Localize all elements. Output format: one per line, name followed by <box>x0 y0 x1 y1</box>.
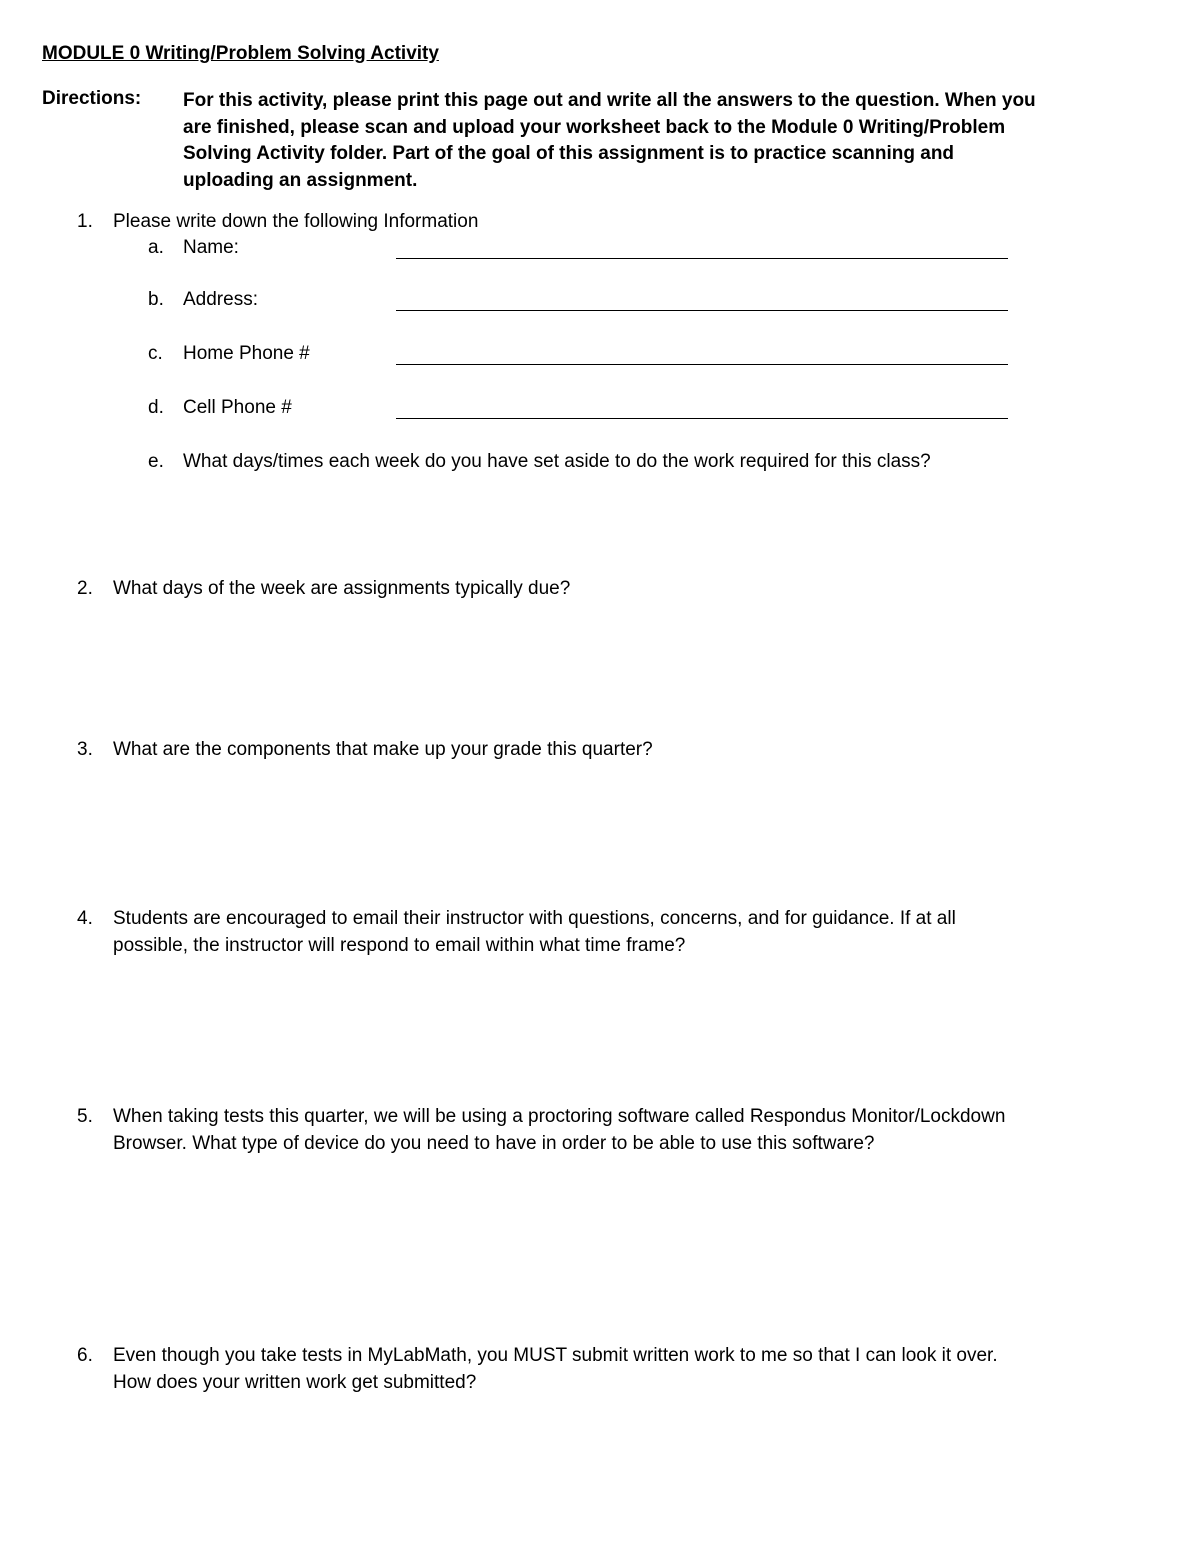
question-line: possible, the instructor will respond to email within what time frame? <box>113 935 686 956</box>
question-line: Students are encouraged to email their instructor with questions, concerns, and for guidance. If at all <box>113 908 956 929</box>
question-text <box>113 1342 1173 1396</box>
subitem-letter: d. <box>148 397 164 418</box>
directions-line: are finished, please scan and upload your worksheet back to the Module 0 Writing/Problem <box>183 116 1006 138</box>
question-text <box>113 1103 1173 1157</box>
question-number: 4. <box>77 908 93 929</box>
subitem-letter: e. <box>148 451 164 472</box>
name-label: Name: <box>183 237 239 258</box>
address-label: Address: <box>183 289 258 310</box>
question-number: 1. <box>77 211 93 232</box>
question-number: 6. <box>77 1345 93 1366</box>
address-answer-line[interactable] <box>396 310 1008 311</box>
page-title: MODULE 0 Writing/Problem Solving Activity <box>42 43 439 64</box>
cell-phone-label: Cell Phone # <box>183 397 292 418</box>
question-line: Browser. What type of device do you need to have in order to be able to use this software? <box>113 1133 875 1154</box>
question-text <box>113 575 1173 602</box>
question-line: What days of the week are assignments typically due? <box>113 578 571 599</box>
directions-line: Solving Activity folder. Part of the goal of this assignment is to practice scanning and <box>183 143 955 164</box>
question-line: What are the components that make up your grade this quarter? <box>113 739 653 760</box>
directions-text <box>183 88 1173 194</box>
question-number: 5. <box>77 1106 93 1127</box>
question-text: Please write down the following Information <box>113 211 479 232</box>
directions-line: For this activity, please print this page out and write all the answers to the question. When you <box>183 90 1036 111</box>
question-text <box>113 736 1173 763</box>
schedule-question-text: What days/times each week do you have set aside to do the work required for this class? <box>183 451 931 472</box>
question-number: 3. <box>77 739 93 760</box>
question-line: How does your written work get submitted? <box>113 1372 477 1393</box>
question-text <box>113 905 1173 959</box>
question-line: Even though you take tests in MyLabMath, you MUST submit written work to me so that I can look it over. <box>113 1345 998 1366</box>
home-phone-label: Home Phone # <box>183 343 310 364</box>
home-phone-answer-line[interactable] <box>396 364 1008 365</box>
directions-line: uploading an assignment. <box>183 169 418 191</box>
question-line: When taking tests this quarter, we will be using a proctoring software called Respondus Monitor/Lockdown <box>113 1106 1006 1127</box>
cell-phone-answer-line[interactable] <box>396 418 1008 419</box>
name-answer-line[interactable] <box>396 258 1008 259</box>
directions-label: Directions: <box>42 88 142 109</box>
subitem-letter: b. <box>148 289 164 310</box>
subitem-letter: a. <box>148 237 164 258</box>
subitem-letter: c. <box>148 343 163 364</box>
question-number: 2. <box>77 578 93 599</box>
